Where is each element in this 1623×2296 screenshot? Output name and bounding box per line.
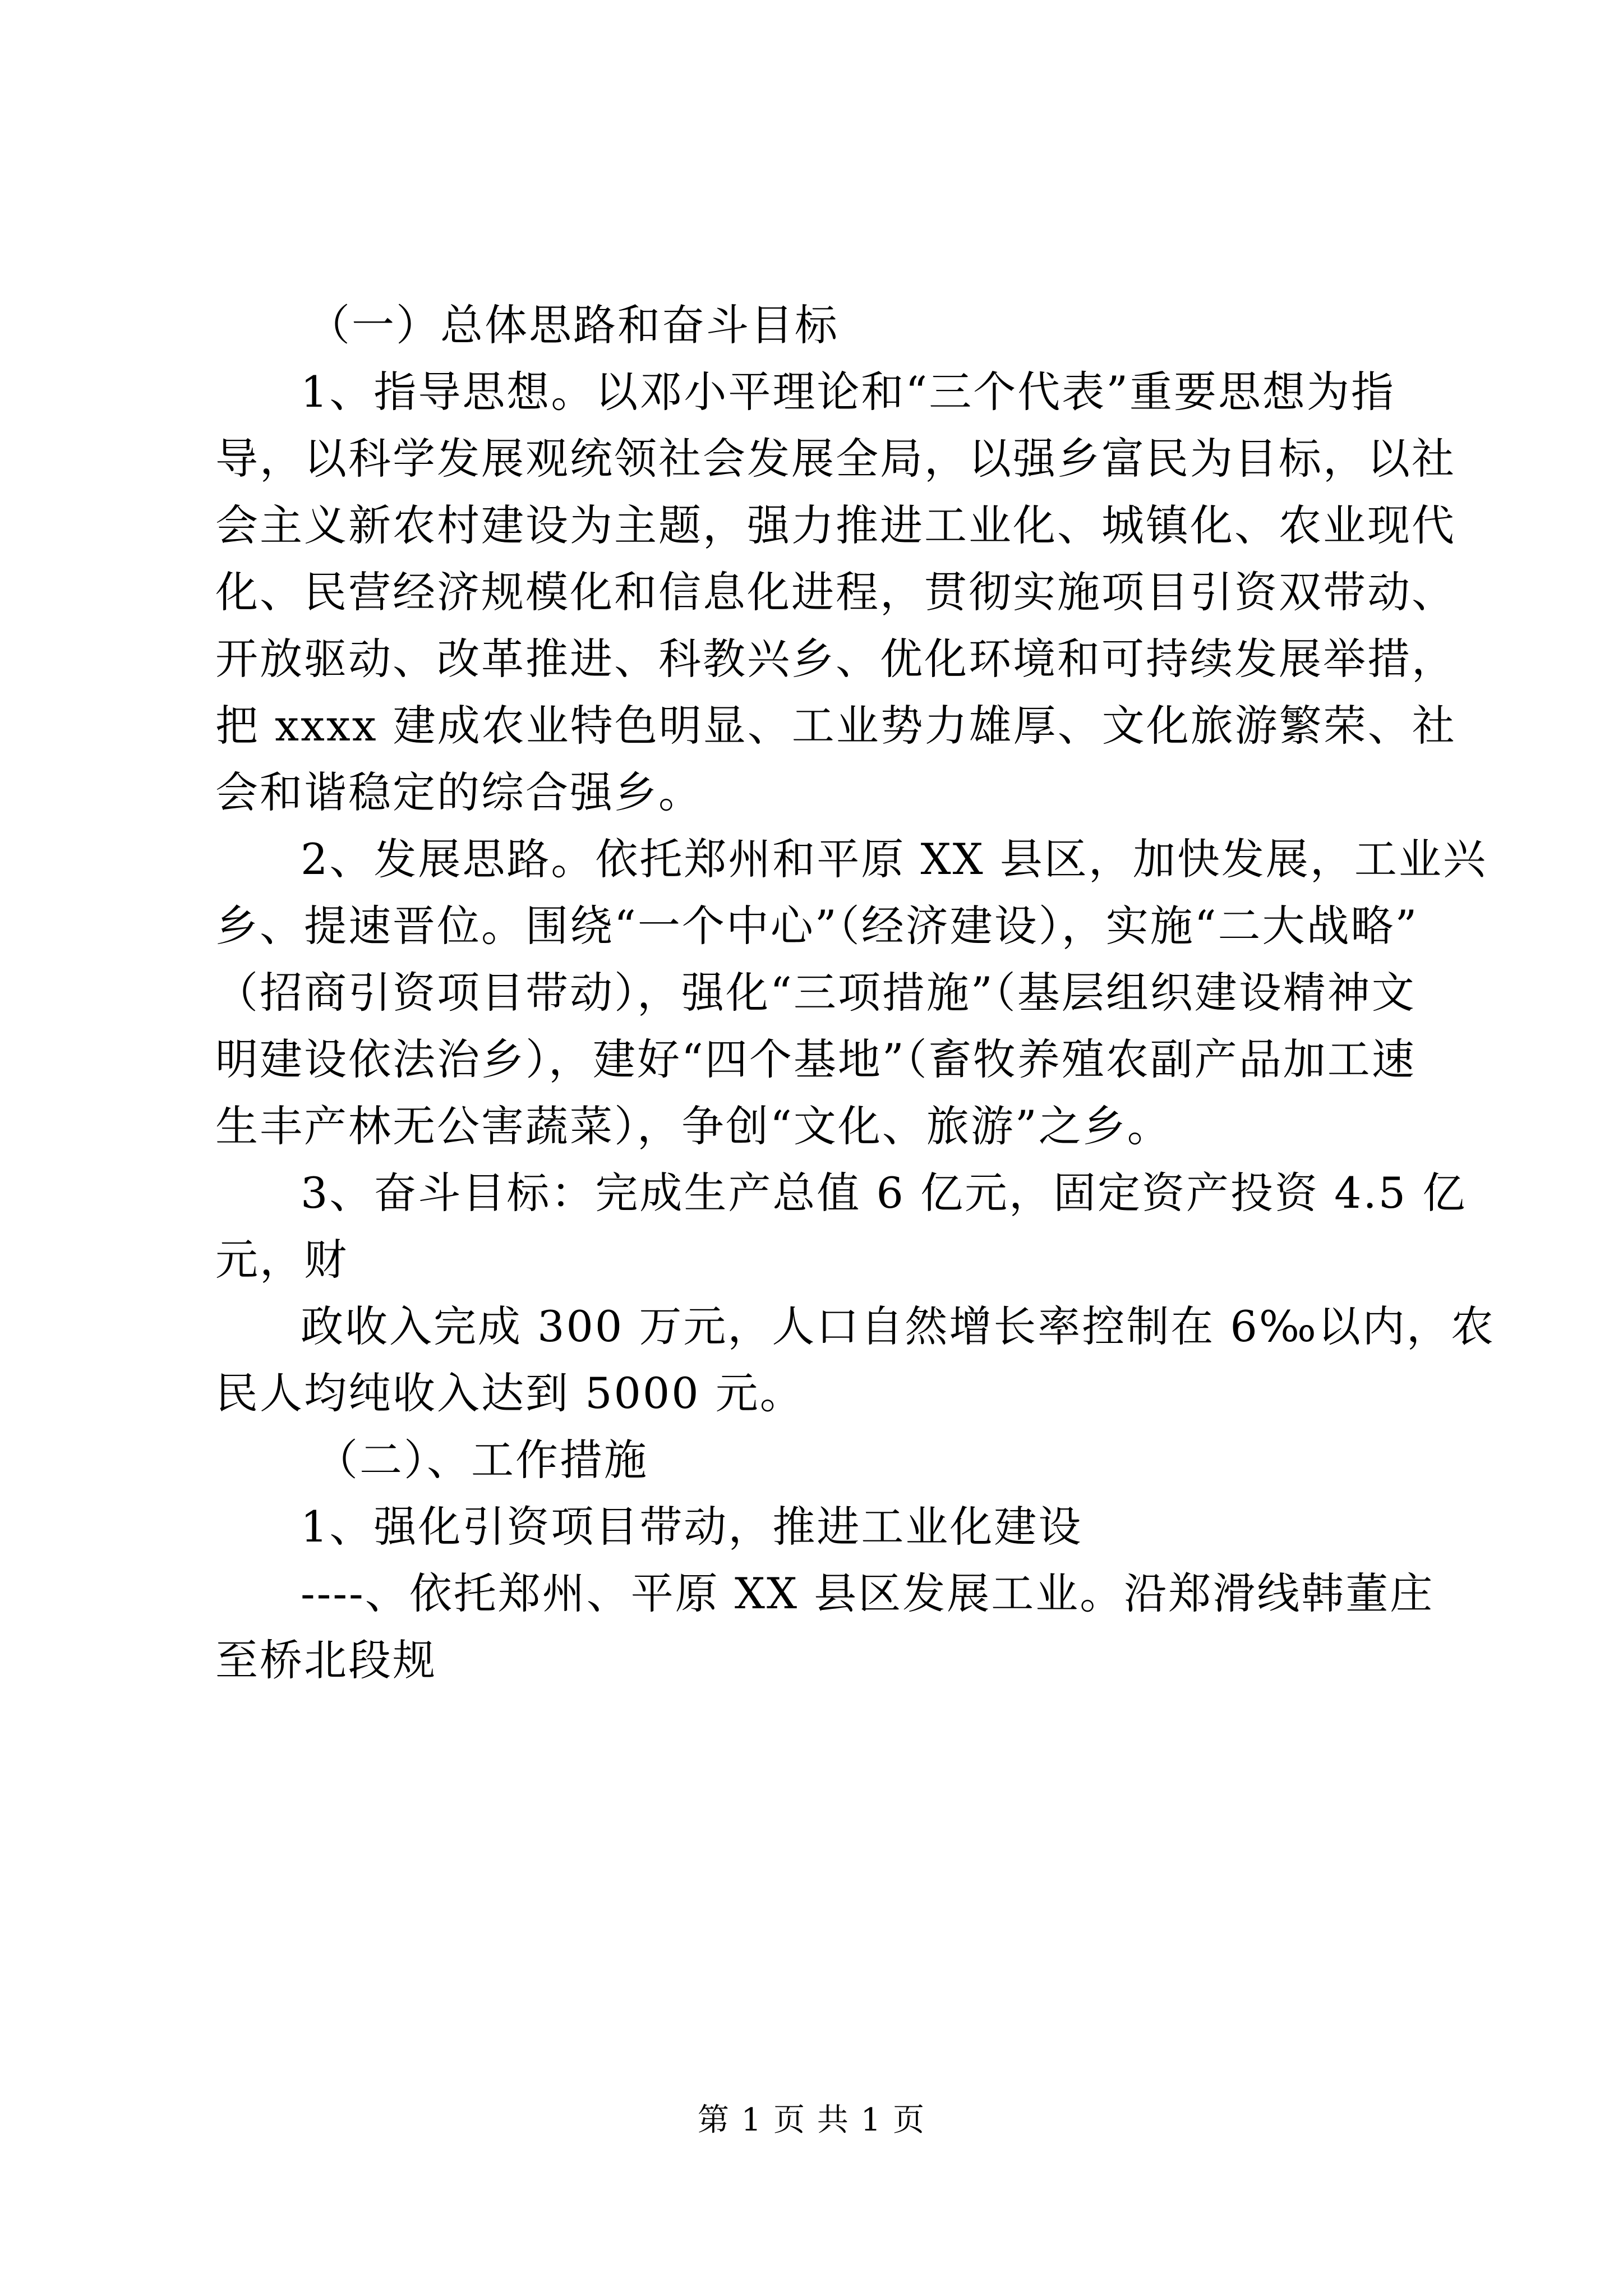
paragraph-line: 明建设依法治乡），建好“四个基地”（畜牧养殖农副产品加工速 xyxy=(215,1034,1416,1084)
paragraph-line: 会主义新农村建设为主题，强力推进工业化、城镇化、农业现代 xyxy=(215,500,1456,550)
paragraph-line: 开放驱动、改革推进、科教兴乡、优化环境和可持续发展举措， xyxy=(215,634,1456,684)
paragraph-line: 乡、提速晋位。围绕“一个中心”（经济建设），实施“二大战略” xyxy=(215,901,1419,951)
paragraph-revenue: 政收入完成 300 万元，人口自然增长率控制在 6‰以内，农 xyxy=(301,1301,1495,1351)
paragraph-goals: 3、奋斗目标：完成生产总值 6 亿元，固定资产投资 4.5 亿 xyxy=(301,1168,1467,1218)
paragraph-line: 把 xxxx 建成农业特色明显、工业势力雄厚、文化旅游繁荣、社 xyxy=(215,701,1456,751)
page-footer: 第 1 页 共 1 页 xyxy=(697,2102,926,2138)
paragraph-line: 导，以科学发展观统领社会发展全局，以强乡富民为目标，以社 xyxy=(215,434,1456,484)
paragraph-line: 生丰产林无公害蔬菜），争创“文化、旅游”之乡。 xyxy=(215,1101,1172,1151)
paragraph-development-ideas: 2、发展思路。依托郑州和平原 XX 县区，加快发展，工业兴 xyxy=(301,834,1487,884)
document-body xyxy=(215,292,1495,1694)
section-heading-work-measures: （二）、工作措施 xyxy=(315,1435,648,1485)
subheading-investment-projects: 1、强化引资项目带动，推进工业化建设 xyxy=(301,1502,1083,1552)
paragraph-line: 会和谐稳定的综合强乡。 xyxy=(215,767,703,817)
paragraph-line: 民人均纯收入达到 5000 元。 xyxy=(215,1368,804,1418)
paragraph-line: （招商引资项目带动），强化“三项措施”（基层组织建设精神文 xyxy=(215,968,1416,1018)
section-heading-overall-plan: （一）总体思路和奋斗目标 xyxy=(307,300,839,350)
paragraph-line: 至桥北段规 xyxy=(215,1635,437,1685)
paragraph-guiding-thought: 1、指导思想。以邓小平理论和“三个代表”重要思想为指 xyxy=(301,367,1396,417)
paragraph-industry-development: ----、依托郑州、平原 XX 县区发展工业。沿郑滑线韩董庄 xyxy=(301,1568,1435,1618)
paragraph-line: 化、民营经济规模化和信息化进程，贯彻实施项目引资双带动、 xyxy=(215,567,1456,617)
paragraph-line: 元，财 xyxy=(215,1235,348,1285)
